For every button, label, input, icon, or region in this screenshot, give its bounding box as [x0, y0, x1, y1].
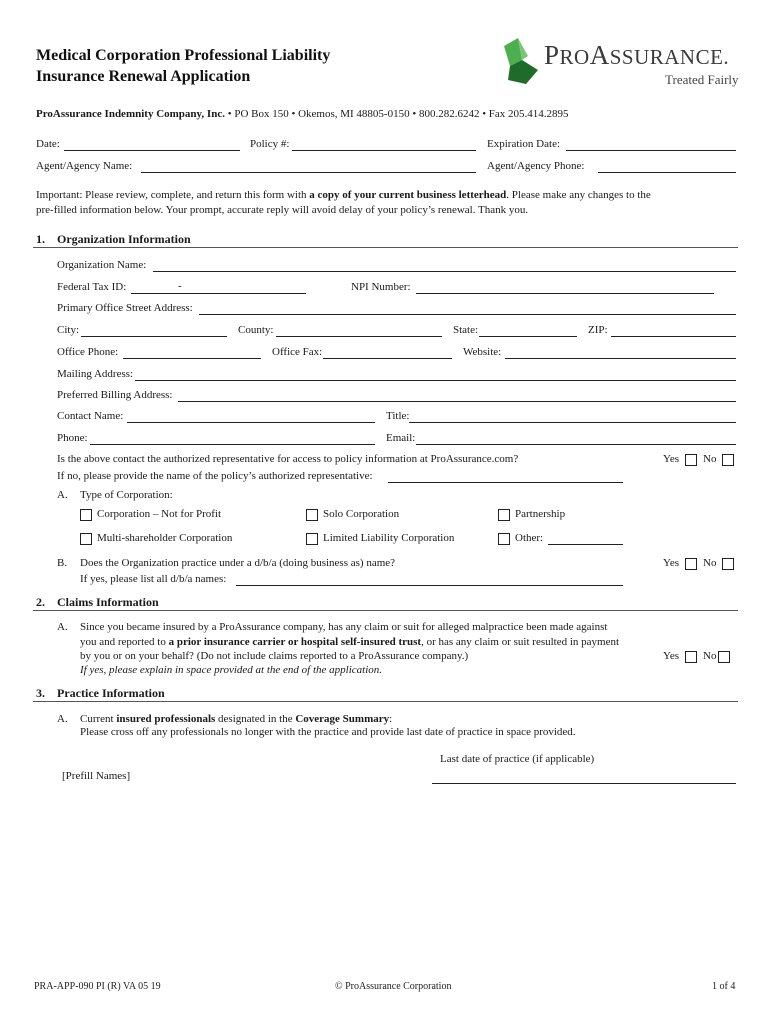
other-field[interactable]: [548, 544, 623, 545]
dba-list-label: If yes, please list all d/b/a names:: [80, 573, 227, 585]
office-phone-field[interactable]: [123, 358, 261, 359]
intro-line1: Important: Please review, complete, and return this form with a copy of your current business letterhead. Please make any changes to the: [36, 189, 651, 201]
billing-field[interactable]: [178, 401, 736, 402]
mailing-field[interactable]: [135, 380, 736, 381]
auth-rep-name-label: If no, please provide the name of the policy’s authorized representative:: [57, 470, 373, 482]
dba-no-label: No: [703, 557, 717, 569]
expiration-date-label: Expiration Date:: [487, 138, 561, 150]
page-number: 1 of 4: [712, 981, 736, 992]
state-field[interactable]: [479, 336, 577, 337]
auth-no-checkbox[interactable]: [722, 454, 734, 466]
npi-label: NPI Number:: [351, 281, 411, 293]
section1-rule: [33, 247, 738, 248]
llc-checkbox[interactable]: [306, 533, 318, 545]
agent-phone-label: Agent/Agency Phone:: [487, 160, 585, 172]
other-checkbox[interactable]: [498, 533, 510, 545]
section2-number: 2.: [36, 595, 45, 609]
section2-a-letter: A.: [57, 621, 68, 633]
section1-b-letter: B.: [57, 557, 68, 569]
date-label: Date:: [36, 138, 60, 150]
email-field[interactable]: [416, 444, 736, 445]
dba-yes-label: Yes: [663, 557, 680, 569]
agent-name-field[interactable]: [141, 172, 476, 173]
form-id: PRA-APP-090 PI (R) VA 05 19: [34, 981, 161, 992]
corp-nfp-label: Corporation – Not for Profit: [97, 508, 222, 520]
agent-phone-field[interactable]: [598, 172, 736, 173]
section1-a-letter: A.: [57, 489, 68, 501]
partnership-checkbox[interactable]: [498, 509, 510, 521]
claims-yes-label: Yes: [663, 650, 680, 662]
dba-yes-checkbox[interactable]: [685, 558, 697, 570]
auth-rep-name-field[interactable]: [388, 482, 623, 483]
office-fax-label: Office Fax:: [272, 346, 323, 358]
claims-no-label: No: [703, 650, 717, 662]
prefill-names: [Prefill Names]: [62, 770, 131, 782]
mailing-label: Mailing Address:: [57, 368, 134, 380]
phone-field[interactable]: [90, 444, 375, 445]
multi-shareholder-label: Multi-shareholder Corporation: [97, 532, 233, 544]
last-date-field[interactable]: [432, 783, 736, 784]
multi-shareholder-checkbox[interactable]: [80, 533, 92, 545]
intro-line2: pre-filled information below. Your prompt, accurate reply will avoid delay of your policy’s renewal. Thank you.: [36, 204, 529, 216]
section2-title: Claims Information: [57, 595, 159, 609]
auth-yes-label: Yes: [663, 453, 680, 465]
agent-name-label: Agent/Agency Name:: [36, 160, 133, 172]
zip-field[interactable]: [611, 336, 736, 337]
state-label: State:: [453, 324, 479, 336]
county-field[interactable]: [276, 336, 442, 337]
proassurance-logo-icon: [500, 36, 542, 86]
office-phone-label: Office Phone:: [57, 346, 119, 358]
auth-yes-checkbox[interactable]: [685, 454, 697, 466]
claims-question-line1: Since you became insured by a ProAssurance company, has any claim or suit for alleged malpractice been made against: [80, 621, 608, 633]
expiration-date-field[interactable]: [566, 150, 736, 151]
corp-nfp-checkbox[interactable]: [80, 509, 92, 521]
office-fax-field[interactable]: [323, 358, 452, 359]
logo-tagline: Treated Fairly: [665, 72, 739, 87]
claims-yes-checkbox[interactable]: [685, 651, 697, 663]
phone-label: Phone:: [57, 432, 88, 444]
section3-a-letter: A.: [57, 713, 68, 725]
billing-label: Preferred Billing Address:: [57, 389, 173, 401]
claims-question-note: If yes, please explain in space provided at the end of the application.: [80, 664, 383, 676]
auth-rep-question: Is the above contact the authorized representative for access to policy information at ProAssurance.com?: [57, 453, 519, 465]
section3-number: 3.: [36, 686, 45, 700]
section2-rule: [33, 610, 738, 611]
org-name-label: Organization Name:: [57, 259, 147, 271]
section1-title: Organization Information: [57, 232, 191, 246]
org-name-field[interactable]: [153, 271, 736, 272]
solo-corp-label: Solo Corporation: [323, 508, 400, 520]
last-date-label: Last date of practice (if applicable): [440, 753, 595, 765]
other-label: Other:: [515, 532, 544, 544]
zip-label: ZIP:: [588, 324, 608, 336]
section3-title: Practice Information: [57, 686, 165, 700]
section1-number: 1.: [36, 232, 45, 246]
contact-name-field[interactable]: [127, 422, 375, 423]
npi-field[interactable]: [416, 293, 714, 294]
policy-number-label: Policy #:: [250, 138, 290, 150]
dba-no-checkbox[interactable]: [722, 558, 734, 570]
website-label: Website:: [463, 346, 502, 358]
city-field[interactable]: [81, 336, 227, 337]
section3-rule: [33, 701, 738, 702]
contact-name-label: Contact Name:: [57, 410, 124, 422]
city-label: City:: [57, 324, 80, 336]
claims-question-line2: you and reported to a prior insurance carrier or hospital self-insured trust, or has any claim or suit resulted in payment: [80, 636, 620, 648]
title-field[interactable]: [409, 422, 736, 423]
page-title-line1: Medical Corporation Professional Liability: [36, 47, 331, 64]
date-field[interactable]: [64, 150, 240, 151]
corp-type-label: Type of Corporation:: [80, 489, 173, 501]
auth-no-label: No: [703, 453, 717, 465]
company-address-line: ProAssurance Indemnity Company, Inc. • PO Box 150 • Okemos, MI 48805-0150 • 800.282.6242 • Fax 205.414.2895: [36, 108, 569, 120]
claims-question-line3: by you or on your behalf? (Do not include claims reported to a ProAssurance company.): [80, 650, 469, 662]
tax-id-label: Federal Tax ID:: [57, 281, 127, 293]
street-label: Primary Office Street Address:: [57, 302, 193, 314]
claims-no-checkbox[interactable]: [718, 651, 730, 663]
policy-number-field[interactable]: [292, 150, 476, 151]
logo-wordmark: PROASSURANCE.: [544, 40, 730, 70]
street-field[interactable]: [199, 314, 736, 315]
practice-line1: Current insured professionals designated in the Coverage Summary:: [80, 713, 393, 725]
solo-corp-checkbox[interactable]: [306, 509, 318, 521]
dba-list-field[interactable]: [236, 585, 623, 586]
title-label: Title:: [386, 410, 410, 422]
website-field[interactable]: [505, 358, 736, 359]
email-label: Email:: [386, 432, 416, 444]
practice-line2: Please cross off any professionals no longer with the practice and provide last date of practice in space provided.: [80, 726, 576, 738]
tax-id-field[interactable]: [131, 293, 306, 294]
tax-id-dash: -: [178, 280, 182, 292]
partnership-label: Partnership: [515, 508, 566, 520]
county-label: County:: [238, 324, 274, 336]
dba-question: Does the Organization practice under a d/b/a (doing business as) name?: [80, 557, 396, 569]
llc-label: Limited Liability Corporation: [323, 532, 455, 544]
copyright: © ProAssurance Corporation: [335, 981, 452, 992]
page-title-line2: Insurance Renewal Application: [36, 68, 251, 85]
